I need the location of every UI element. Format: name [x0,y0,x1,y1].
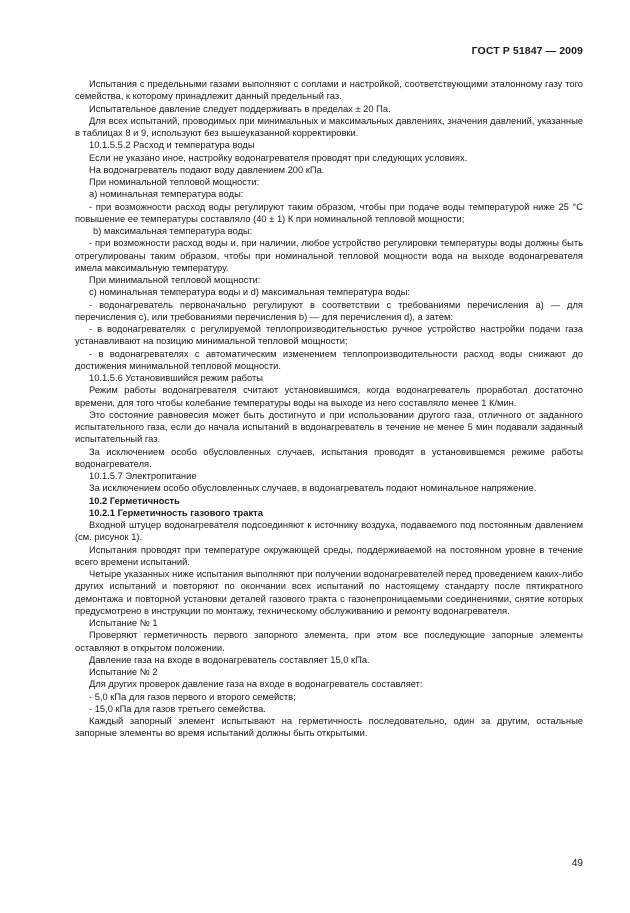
paragraph: Входной штуцер водонагревателя подсоединяют к источнику воздуха, подаваемого под постоянным давлением (см. рисунок 1). [75,520,583,543]
paragraph: Каждый запорный элемент испытывают на герметичность последовательно, один за другим, остальные запорные элементы во время испытаний должны быть открытыми. [75,716,583,739]
list-item: с) номинальная температура воды и d) максимальная температура воды: [89,287,411,298]
list-item: - в водонагревателях с регулируемой теплопроизводительностью ручное устройство настройки подачи газа устанавливают на позицию минимальной тепловой мощности; [75,324,583,347]
paragraph: Испытания проводят при температуре окружающей среды, поддерживаемой на постоянном уровне в течение всего времени испытаний. [75,544,583,567]
paragraph: Для всех испытаний, проводимых при минимальных и максимальных давлениях, значения давлений, указанные в таблицах 8 и 9, используют без вышеуказанной корректировки. [75,115,583,138]
paragraph: Если не указано иное, настройку водонагревателя проводят при следующих условиях. [89,152,468,163]
list-item: b) максимальная температура воды: [93,226,253,236]
paragraph: Испытания с предельными газами выполняют с соплами и настройкой, соответствующими эталонному газу того семейства, к которому принадлежит данный предельный газ. [75,79,583,102]
list-item: а) номинальная температура воды: [89,189,244,200]
section-heading: 10.2 Герметичность [89,495,180,506]
paragraph: Проверяют герметичность первого запорного элемента, при этом все последующие запорные элементы оставляют в открытом положении. [75,630,583,653]
list-item: - при возможности расход воды и, при наличии, любое устройство регулировки температуры воды должны быть отрегулированы таким образом, чтобы при номинальной тепловой мощности вода на выходе водонагревателя имела максимальную температуру. [75,238,583,273]
paragraph: За исключением особо обусловленных случаев, в водонагреватель подают номинальное напряжение. [89,483,537,494]
list-item: - при возможности расход воды регулируют таким образом, чтобы при подаче воды температурой ниже 25 °С повышение ее температуры составляло (40 ± 1) К при номинальной тепловой мощности; [75,201,583,224]
list-item: - 5,0 кПа для газов первого и второго семейств; [89,691,296,702]
paragraph: Для других проверок давление газа на входе в водонагреватель составляет: [89,679,423,690]
paragraph: Испытательное давление следует поддерживать в пределах ± 20 Па. [89,103,391,114]
page-body [75,78,583,740]
section-heading: 10.1.5.5.2 Расход и температура воды [89,140,255,151]
list-item: - в водонагревателях с автоматическим изменением теплопроизводительности расход воды снижают до достижения минимальной тепловой мощности. [75,348,583,371]
section-heading: 10.1.5.6 Установившийся режим работы [89,373,263,383]
list-item: - 15,0 кПа для газов третьего семейства. [89,703,266,714]
paragraph: На водонагреватель подают воду давлением 200 кПа. [89,164,325,175]
paragraph: Давление газа на входе в водонагреватель составляет 15,0 кПа. [89,654,370,665]
paragraph: Четыре указанных ниже испытания выполняют при получении водонагревателей перед проведением каких-либо других испытаний и повторяют по окончании всех испытаний по настоящему стандарту после пятикратного демонтажа и повторной установки деталей газового тракта с газонепроницаемыми соединениями, снятие которых предусмотрено в инструкции по монтажу, техническому обслуживанию и ремонту водонагревателя. [75,569,583,616]
subsection-heading: 10.2.1 Герметичность газового тракта [89,507,263,518]
test-heading: Испытание № 1 [89,618,158,628]
paragraph: При минимальной тепловой мощности: [89,275,261,285]
paragraph: Это состояние равновесия может быть достигнуто и при использовании другого газа, отличного от заданного испытательного газа, если до начала испытаний в водонагреватель в течение не менее 5 мин подавали заданный испытательный газ. [75,409,583,445]
paragraph: При номинальной тепловой мощности: [89,177,260,187]
paragraph: За исключением особо обусловленных случаев, испытания проводят в установившемся режиме работы водонагревателя. [75,446,583,469]
standard-header: ГОСТ Р 51847 — 2009 [471,45,583,57]
list-item: - водонагреватель первоначально регулируют в соответствии с требованиями перечисления а) — для перечисления с), или требованиями перечисления b) — для перечисления d), а затем: [75,299,583,322]
test-heading: Испытание № 2 [89,667,158,677]
paragraph: Режим работы водонагревателя считают установившимся, когда водонагреватель проработал достаточно времени, для того чтобы колебание температуры воды на выходе из него составляло менее 1 К/мин. [75,385,583,408]
section-heading: 10.1.5.7 Электропитание [89,471,197,481]
page-number: 49 [571,858,583,869]
